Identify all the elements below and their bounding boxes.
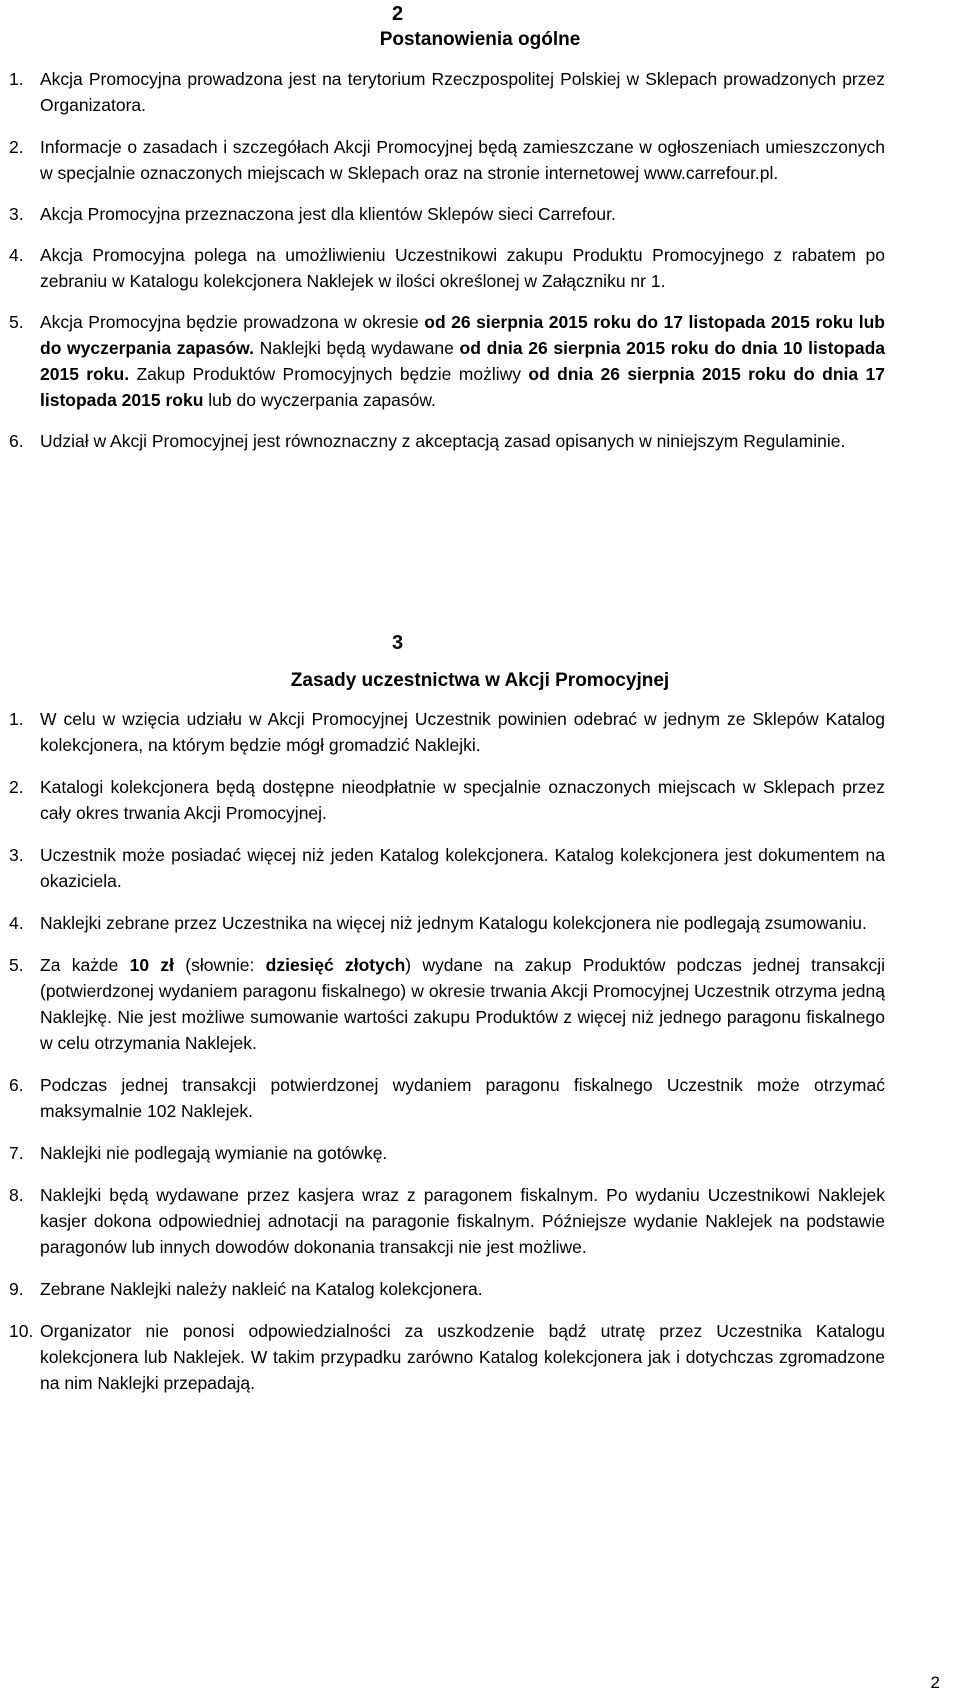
- bold-text-run: od dnia 26 sierpnia 2015 roku do dnia 17 listopada 2015 roku: [40, 364, 885, 410]
- list-item: [9, 1140, 885, 1166]
- section-2-number: 2: [392, 3, 404, 25]
- bold-text-run: dziesięć złotych: [265, 955, 406, 975]
- list-item: [9, 1182, 885, 1260]
- item-text: Organizator nie ponosi odpowiedzialności za uszkodzenie bądź utratę przez Uczestnika Katalogu kolekcjonera lub Naklejek. W takim przypadku zarówno Katalog kolekcjonera jak i dotychczas zgromadzone na nim Naklejki przepadają.: [40, 1321, 885, 1393]
- text-run: Naklejki będą wydawane: [253, 338, 460, 358]
- item-number: 5.: [9, 312, 24, 332]
- item-number: 1.: [9, 69, 24, 89]
- page-number: 2: [930, 1673, 940, 1692]
- text-run: (słownie:: [174, 955, 266, 975]
- list-item: [9, 134, 885, 186]
- item-number: 9.: [9, 1279, 24, 1299]
- item-text: Akcja Promocyjna polega na umożliwieniu Uczestnikowi zakupu Produktu Promocyjnego z rabatem po zebraniu w Katalogu kolekcjonera Naklejek w ilości określonej w Załączniku nr 1.: [40, 245, 885, 291]
- list-item: [9, 842, 885, 894]
- list-item: [9, 1276, 885, 1302]
- list-item: [9, 242, 885, 294]
- list-item: [9, 910, 885, 936]
- item-text: [40, 309, 885, 413]
- item-number: 5.: [9, 955, 24, 975]
- item-text: Akcja Promocyjna przeznaczona jest dla klientów Sklepów sieci Carrefour.: [40, 204, 616, 224]
- item-number: 2.: [9, 777, 24, 797]
- item-number: 8.: [9, 1185, 24, 1205]
- list-item: [9, 201, 885, 227]
- bold-text-run: 10 zł: [129, 955, 175, 975]
- item-number: 3.: [9, 204, 24, 224]
- item-text: Naklejki zebrane przez Uczestnika na więcej niż jednym Katalogu kolekcjonera nie podlegają zsumowaniu.: [40, 913, 867, 933]
- section-3-number: 3: [392, 632, 404, 654]
- section-3-title: Zasady uczestnictwa w Akcji Promocyjnej: [290, 670, 670, 691]
- section-2-list: [9, 66, 885, 454]
- item-text: Akcja Promocyjna prowadzona jest na terytorium Rzeczpospolitej Polskiej w Sklepach prowadzonych przez Organizatora.: [40, 69, 885, 115]
- bold-text-run: od dnia 26 sierpnia 2015 roku do dnia 10 listopada 2015 roku.: [40, 338, 885, 384]
- list-item: [9, 952, 885, 1056]
- item-number: 6.: [9, 431, 24, 451]
- item-text: Podczas jednej transakcji potwierdzonej wydaniem paragonu fiskalnego Uczestnik może otrzymać maksymalnie 102 Naklejek.: [40, 1075, 885, 1121]
- list-item: [9, 706, 885, 758]
- item-text: Uczestnik może posiadać więcej niż jeden Katalog kolekcjonera. Katalog kolekcjonera jest dokumentem na okaziciela.: [40, 845, 885, 891]
- item-text: [40, 952, 885, 1056]
- item-number: 4.: [9, 245, 24, 265]
- item-number: 4.: [9, 913, 24, 933]
- item-number: 1.: [9, 709, 24, 729]
- text-run: Za każde: [40, 955, 130, 975]
- item-number: 3.: [9, 845, 24, 865]
- section-3-list: [9, 706, 885, 1396]
- item-number: 2.: [9, 137, 24, 157]
- section-2-title: Postanowienia ogólne: [379, 29, 581, 50]
- item-text: Naklejki nie podlegają wymianie na gotówkę.: [40, 1143, 388, 1163]
- item-text: Naklejki będą wydawane przez kasjera wraz z paragonem fiskalnym. Po wydaniu Uczestnikowi Naklejek kasjer dokona odpowiedniej adnotacji na paragonie fiskalnym. Późniejsze wydanie Naklejek na podstawie paragonów lub innych dowodów dokonania transakcji nie jest możliwe.: [40, 1185, 885, 1257]
- list-item: [9, 309, 885, 413]
- text-run: lub do wyczerpania zapasów.: [203, 390, 436, 410]
- item-text: Udział w Akcji Promocyjnej jest równoznaczny z akceptacją zasad opisanych w niniejszym Regulaminie.: [40, 431, 846, 451]
- item-text: Katalogi kolekcjonera będą dostępne nieodpłatnie w specjalnie oznaczonych miejscach w Sklepach przez cały okres trwania Akcji Promocyjnej.: [40, 777, 885, 823]
- list-item: [9, 1072, 885, 1124]
- item-number: 10.: [9, 1321, 34, 1341]
- list-item: [9, 1318, 885, 1396]
- item-number: 7.: [9, 1143, 24, 1163]
- list-item: [9, 774, 885, 826]
- text-run: ) wydane na zakup Produktów podczas jednej transakcji (potwierdzonej wydaniem paragonu fiskalnego) w okresie trwania Akcji Promocyjnej Uczestnik otrzyma jedną Naklejkę. Nie jest możliwe sumowanie wartości zakupu Produktów z więcej niż jednego paragonu fiskalnego w celu otrzymania Naklejek.: [40, 955, 885, 1053]
- item-text: W celu w wzięcia udziału w Akcji Promocyjnej Uczestnik powinien odebrać w jednym ze Sklepów Katalog kolekcjonera, na którym będzie mógł gromadzić Naklejki.: [40, 709, 885, 755]
- item-text: Informacje o zasadach i szczegółach Akcji Promocyjnej będą zamieszczane w ogłoszeniach umieszczonych w specjalnie oznaczonych miejscach w Sklepach oraz na stronie internetowej www.carrefour.pl.: [40, 137, 885, 183]
- list-item: [9, 428, 885, 454]
- list-item: [9, 66, 885, 118]
- bold-text-run: od 26 sierpnia 2015 roku do 17 listopada 2015 roku lub do wyczerpania zapasów.: [40, 312, 885, 358]
- text-run: Akcja Promocyjna będzie prowadzona w okresie: [40, 312, 425, 332]
- item-text: Zebrane Naklejki należy nakleić na Katalog kolekcjonera.: [40, 1279, 483, 1299]
- item-number: 6.: [9, 1075, 24, 1095]
- text-run: Zakup Produktów Promocyjnych będzie możliwy: [129, 364, 529, 384]
